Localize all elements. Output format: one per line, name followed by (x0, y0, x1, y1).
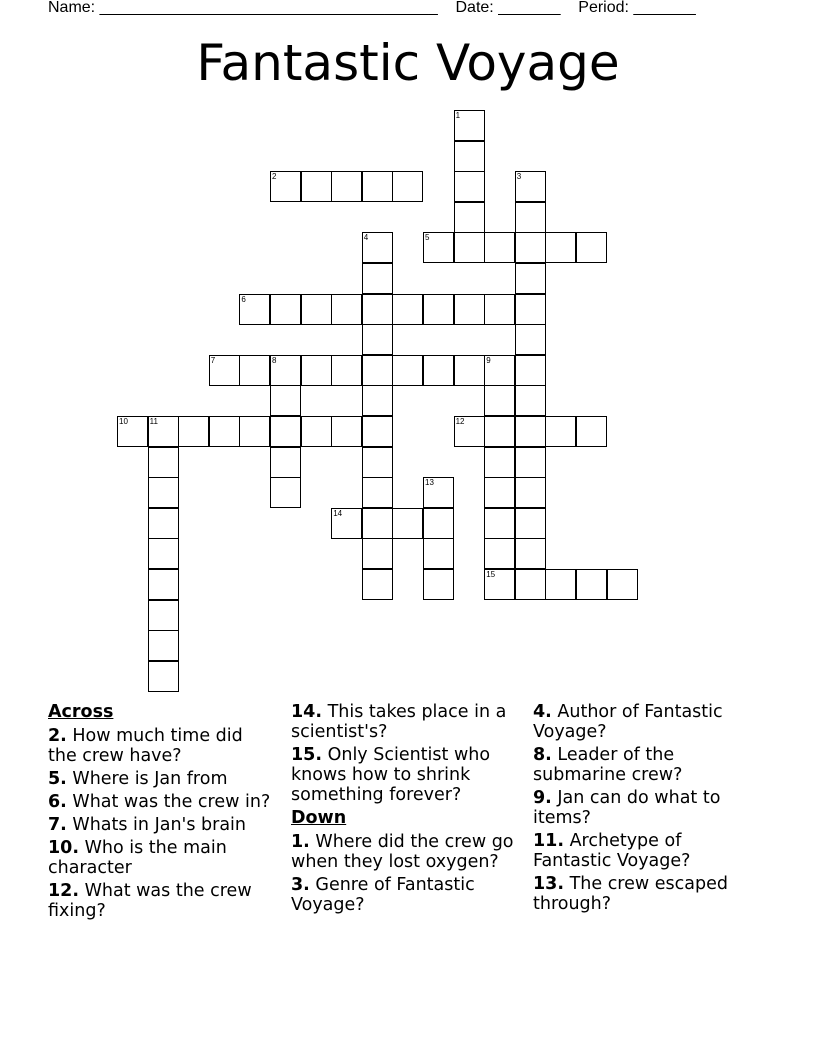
clue-number-label: 13 (425, 478, 434, 488)
crossword-cell[interactable] (484, 385, 515, 416)
crossword-cell[interactable] (362, 355, 393, 386)
crossword-cell[interactable] (515, 569, 546, 600)
crossword-cell[interactable] (484, 447, 515, 478)
clue-number-label: 15 (486, 570, 496, 579)
crossword-cell[interactable] (545, 232, 576, 263)
crossword-cell[interactable] (362, 385, 393, 416)
crossword-cell[interactable] (515, 538, 546, 569)
crossword-cell[interactable] (148, 630, 179, 661)
crossword-cell[interactable] (454, 355, 485, 386)
crossword-cell[interactable] (515, 385, 546, 416)
crossword-cell[interactable] (301, 171, 332, 202)
crossword-cell[interactable] (331, 508, 362, 539)
clue-number-label: 14 (333, 508, 343, 518)
crossword-cell[interactable] (209, 355, 240, 386)
crossword-cell[interactable] (423, 538, 454, 569)
across-heading: Across (48, 702, 114, 722)
crossword-cell[interactable] (515, 355, 546, 386)
clue-number-label: 6 (241, 294, 246, 304)
crossword-cell[interactable] (148, 508, 179, 539)
clue-number: 9. (533, 788, 552, 808)
crossword-cell[interactable] (362, 232, 393, 263)
clue-item (533, 831, 761, 871)
clue-number: 2. (48, 726, 67, 746)
crossword-cell[interactable] (331, 355, 362, 386)
crossword-cell[interactable] (576, 569, 607, 600)
name-blank[interactable]: ______________________________________ (99, 0, 438, 16)
crossword-cell[interactable] (362, 538, 393, 569)
page-title: Fantastic Voyage (196, 34, 620, 92)
date-label: Date: (455, 0, 494, 16)
crossword-cell[interactable] (515, 171, 546, 202)
crossword-cell[interactable] (515, 294, 546, 325)
crossword-cell[interactable] (484, 508, 515, 539)
clue-text: What was the crew fixing? (48, 881, 252, 921)
crossword-cell[interactable] (576, 232, 607, 263)
crossword-cell[interactable] (270, 355, 301, 386)
crossword-cell[interactable] (515, 477, 546, 508)
crossword-cell[interactable] (148, 416, 179, 447)
clue-column-2 (291, 702, 519, 918)
clue-number: 13. (533, 874, 565, 894)
crossword-cell[interactable] (239, 355, 270, 386)
crossword-cell[interactable] (148, 569, 179, 600)
clue-number-label: 9 (486, 355, 491, 365)
crossword-cell[interactable] (331, 294, 362, 325)
clue-text: Author of Fantastic Voyage? (533, 702, 723, 742)
crossword-cell[interactable] (515, 508, 546, 539)
clue-number: 12. (48, 881, 80, 901)
clue-number: 3. (291, 875, 310, 895)
crossword-cell[interactable] (362, 569, 393, 600)
clue-item (533, 745, 761, 785)
clue-item (533, 788, 761, 828)
crossword-cell[interactable] (178, 416, 209, 447)
crossword-cell[interactable] (454, 171, 485, 202)
crossword-cell[interactable] (515, 416, 546, 447)
date-blank[interactable]: _______ (498, 0, 561, 16)
crossword-cell[interactable] (576, 416, 607, 447)
clue-text: Archetype of Fantastic Voyage? (533, 831, 691, 871)
clue-text: Whats in Jan's brain (66, 815, 247, 835)
clue-item (48, 815, 276, 835)
crossword-cell[interactable] (148, 661, 179, 692)
crossword-cell[interactable] (239, 294, 270, 325)
crossword-cell[interactable] (362, 324, 393, 355)
crossword-cell[interactable] (270, 416, 301, 447)
crossword-cell[interactable] (454, 294, 485, 325)
clue-number: 11. (533, 831, 565, 851)
crossword-cell[interactable] (331, 416, 362, 447)
crossword-cell[interactable] (270, 447, 301, 478)
clue-item (48, 792, 276, 812)
crossword-cell[interactable] (117, 416, 148, 447)
crossword-cell[interactable] (239, 416, 270, 447)
crossword-cell[interactable] (423, 294, 454, 325)
crossword-cell[interactable] (545, 569, 576, 600)
clue-text: Leader of the submarine crew? (533, 745, 683, 785)
clue-text: Where is Jan from (66, 769, 228, 789)
crossword-cell[interactable] (515, 324, 546, 355)
crossword-cell[interactable] (392, 355, 423, 386)
crossword-cell[interactable] (454, 141, 485, 172)
crossword-cell[interactable] (270, 477, 301, 508)
crossword-cell[interactable] (515, 447, 546, 478)
crossword-cell[interactable] (484, 538, 515, 569)
clue-text: Only Scientist who knows how to shrink something forever? (291, 745, 491, 805)
clue-number-label: 11 (149, 417, 158, 426)
clue-number-label: 7 (210, 355, 216, 365)
crossword-cell[interactable] (301, 355, 332, 386)
clue-text: What was the crew in? (66, 792, 271, 812)
clue-item (291, 702, 519, 742)
clue-text: How much time did the crew have? (48, 726, 243, 766)
crossword-cell[interactable] (148, 447, 179, 478)
clue-item (533, 702, 761, 742)
clue-number-label: 8 (272, 355, 277, 365)
clue-item (533, 874, 761, 914)
clue-number-label: 12 (455, 417, 465, 426)
clue-number-label: 10 (119, 417, 128, 426)
crossword-cell[interactable] (484, 232, 515, 263)
clue-item (48, 838, 276, 878)
clue-item (291, 745, 519, 805)
crossword-cell[interactable] (392, 294, 423, 325)
clue-number: 4. (533, 702, 552, 722)
crossword-cell[interactable] (362, 447, 393, 478)
period-blank[interactable]: _______ (633, 0, 696, 16)
clue-number-label: 2 (272, 172, 277, 182)
crossword-cell[interactable] (362, 171, 393, 202)
clue-number-label: 5 (425, 233, 430, 243)
crossword-cell[interactable] (148, 477, 179, 508)
crossword-cell[interactable] (454, 232, 485, 263)
clue-text: Who is the main character (48, 838, 227, 878)
crossword-cell[interactable] (484, 294, 515, 325)
crossword-cell[interactable] (423, 232, 454, 263)
crossword-cell[interactable] (148, 600, 179, 631)
crossword-cell[interactable] (454, 202, 485, 233)
crossword-cell[interactable] (484, 416, 515, 447)
crossword-cell[interactable] (362, 263, 393, 294)
crossword-cell[interactable] (423, 508, 454, 539)
crossword-cell[interactable] (545, 416, 576, 447)
clue-text: The crew escaped through? (533, 874, 728, 914)
clue-number: 8. (533, 745, 552, 765)
crossword-cell[interactable] (515, 202, 546, 233)
clue-item (48, 881, 276, 921)
clue-number: 5. (48, 769, 67, 789)
crossword-cell[interactable] (270, 294, 301, 325)
clue-number: 10. (48, 838, 80, 858)
clue-text: Genre of Fantastic Voyage? (291, 875, 475, 915)
clue-item (48, 726, 276, 766)
crossword-cell[interactable] (392, 171, 423, 202)
crossword-cell[interactable] (362, 508, 393, 539)
clue-item (291, 875, 519, 915)
crossword-cell[interactable] (148, 538, 179, 569)
crossword-cell[interactable] (454, 416, 485, 447)
clue-text: This takes place in a scientist's? (291, 702, 507, 742)
crossword-cell[interactable] (331, 171, 362, 202)
clue-column-3 (533, 702, 761, 917)
clue-number: 15. (291, 745, 323, 765)
clue-column-1 (48, 702, 276, 924)
clue-number-label: 4 (363, 233, 369, 243)
clue-number: 7. (48, 815, 67, 835)
crossword-cell[interactable] (362, 294, 393, 325)
crossword-cell[interactable] (301, 294, 332, 325)
crossword-cell[interactable] (515, 232, 546, 263)
crossword-cell[interactable] (392, 508, 423, 539)
name-label: Name: (48, 0, 96, 16)
crossword-cell[interactable] (362, 477, 393, 508)
crossword-cell[interactable] (484, 355, 515, 386)
clue-text: Where did the crew go when they lost oxygen? (291, 832, 514, 872)
crossword-cell[interactable] (209, 416, 240, 447)
crossword-cell[interactable] (454, 110, 485, 141)
crossword-cell[interactable] (607, 569, 638, 600)
crossword-cell[interactable] (484, 477, 515, 508)
period-label: Period: (578, 0, 629, 16)
crossword-cell[interactable] (270, 171, 301, 202)
down-heading: Down (291, 808, 347, 828)
clue-item (48, 769, 276, 789)
crossword-cell[interactable] (484, 569, 515, 600)
clue-number-label: 3 (516, 172, 522, 182)
clue-item (291, 832, 519, 872)
clue-number: 1. (291, 832, 310, 852)
crossword-cell[interactable] (270, 385, 301, 416)
crossword-cell[interactable] (423, 477, 454, 508)
clue-text: Jan can do what to items? (533, 788, 721, 828)
crossword-cell[interactable] (515, 263, 546, 294)
clue-number-label: 1 (455, 111, 461, 120)
crossword-cell[interactable] (301, 416, 332, 447)
crossword-cell[interactable] (423, 355, 454, 386)
clue-number: 14. (291, 702, 323, 722)
clue-number: 6. (48, 792, 67, 812)
crossword-cell[interactable] (423, 569, 454, 600)
crossword-cell[interactable] (362, 416, 393, 447)
